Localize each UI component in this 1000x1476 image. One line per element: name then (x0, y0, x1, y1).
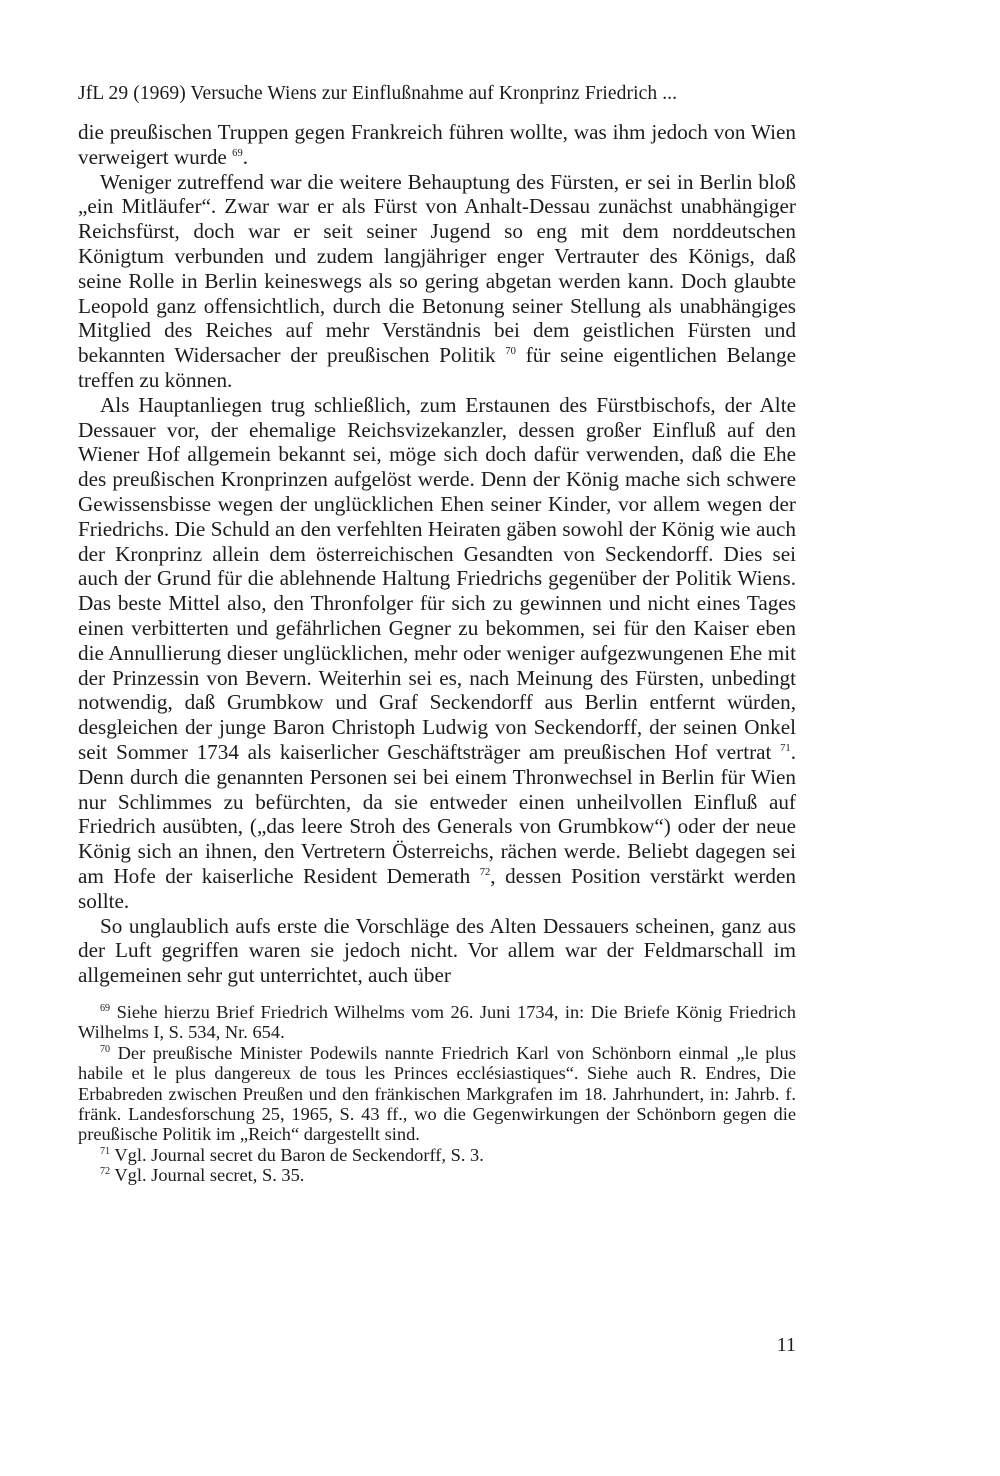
footnote-number: 70 (100, 1043, 111, 1055)
footnote-text: Der preußische Minister Podewils nannte Friedrich Karl von Schönborn einmal „le plus habile et le plus dangereux de tous les Princes ecclésiastiques“. Siehe auch R. Endres, Die Erbabreden zwischen Preußen und den fränkischen Markgrafen im 18. Jahrhundert, in: Jahrb. f. fränk. Landesforschung 25, 1965, S. 43 ff., wo die Gegenwirkungen der Schönborn gegen die preußische Politik im „Reich“ dargestellt sind. (78, 1042, 796, 1145)
footnote-text: Vgl. Journal secret du Baron de Seckendorff, S. 3. (110, 1144, 484, 1165)
body-text (78, 120, 796, 988)
footnote-number: 71 (100, 1145, 111, 1157)
footnote-number: 72 (100, 1166, 111, 1178)
footnote-text: Vgl. Journal secret, S. 35. (110, 1165, 305, 1186)
footnote (78, 1002, 796, 1043)
paragraph-text: Als Hauptanliegen trug schließlich, zum Erstaunen des Fürstbischofs, der Alte Dessauer vor, der ehemalige Reichsvizekanzler, dessen großer Einfluß auf den Wiener Hof allgemein bekannt sei, möge sich doch dafür verwenden, daß die Ehe des preußischen Kronprinzen aufgelöst werde. Denn der König mache sich schwere Gewissensbisse wegen der unglücklichen Ehen seiner Kinder, vor allem wegen der Friedrichs. Die Schuld an den verfehlten Heiraten gäben sowohl der König wie auch der Kronprinz allein dem österreichischen Gesandten von Seckendorff. Dies sei auch der Grund für die ablehnende Haltung Friedrichs gegenüber der Politik Wiens. Das beste Mittel also, den Thronfolger für sich zu gewinnen und nicht eines Tages einen verbitterten und gefährlichen Gegner zu bekommen, sei für den Kaiser eben die Annullierung dieser unglücklichen, mehr oder weniger aufgezwungenen Ehe mit der Prinzessin von Bevern. Weiterhin sei es, nach Meinung des Fürsten, unbedingt notwendig, daß Grumbkow und Graf Seckendorff aus Berlin entfernt würden, desgleichen der junge Baron Christoph Ludwig von Seckendorff, der seinen Onkel seit Sommer 1734 als kaiserlicher Geschäftsträger am preußischen Hof vertrat (78, 392, 796, 764)
paragraph (78, 120, 796, 170)
paragraph-text: . Denn durch die genannten Personen sei bei einem Thronwechsel in Berlin für Wien nur Schlimmes zu befürchten, da sie entweder einen unheilvollen Einfluß auf Friedrich ausübten, („das leere Stroh des Generals von Grumbkow“) oder der neue König sich an ihnen, den Vertretern Österreichs, rächen werde. Beliebt dagegen sei am Hofe der kaiserliche Resident Demerath (78, 739, 796, 888)
footnote-number: 69 (100, 1002, 111, 1014)
paragraph-text: die preußischen Truppen gegen Frankreich führen wollte, was ihm jedoch von Wien verweigert wurde (78, 120, 796, 169)
paragraph-text: , dessen Position verstärkt werden sollte. (78, 863, 797, 913)
footnote (78, 1165, 796, 1185)
footnote-ref: 72 (479, 866, 491, 878)
paragraph (78, 393, 796, 914)
document-page (78, 82, 797, 1356)
paragraph (78, 914, 796, 988)
paragraph-text: Weniger zutreffend war die weitere Behauptung des Fürsten, er sei in Berlin bloß „ein Mitläufer“. Zwar war er als Fürst von Anhalt-Dessau zunächst unabhängiger Reichsfürst, doch war er seit seiner Jugend so eng mit dem norddeutschen Königtum verbunden und zudem langjähriger enger Vertrauter des Königs, daß seine Rolle in Berlin keineswegs als so gering abgetan werden kann. Doch glaubte Leopold ganz offensichtlich, durch die Betonung seiner Stellung als unabhängiges Mitglied des Reiches auf mehr Verständnis bei dem geistlichen Fürsten und bekannten Widersacher der preußischen Politik (78, 169, 796, 368)
page-number: 11 (776, 1334, 796, 1356)
footnote-ref: 71 (780, 742, 791, 754)
footnotes (78, 1002, 796, 1186)
paragraph-text: für seine eigentlichen Belange treffen zu können. (78, 343, 796, 392)
footnote-text: Siehe hierzu Brief Friedrich Wilhelms vom 26. Juni 1734, in: Die Briefe König Friedrich Wilhelms I, S. 534, Nr. 654. (78, 1001, 796, 1043)
footnote (78, 1145, 796, 1165)
paragraph-text: . (242, 144, 249, 169)
paragraph (78, 170, 796, 393)
footnote (78, 1043, 796, 1145)
footnote-ref: 70 (505, 346, 516, 358)
paragraph-text: So unglaublich aufs erste die Vorschläge des Alten Dessauers scheinen, ganz aus der Luft gegriffen waren sie jedoch nicht. Vor allem war der Feldmarschall im allgemeinen sehr gut unterrichtet, auch über (78, 913, 796, 988)
footnote-ref: 69 (232, 147, 243, 159)
running-head: JfL 29 (1969) Versuche Wiens zur Einflußnahme auf Kronprinz Friedrich ... (78, 83, 678, 104)
